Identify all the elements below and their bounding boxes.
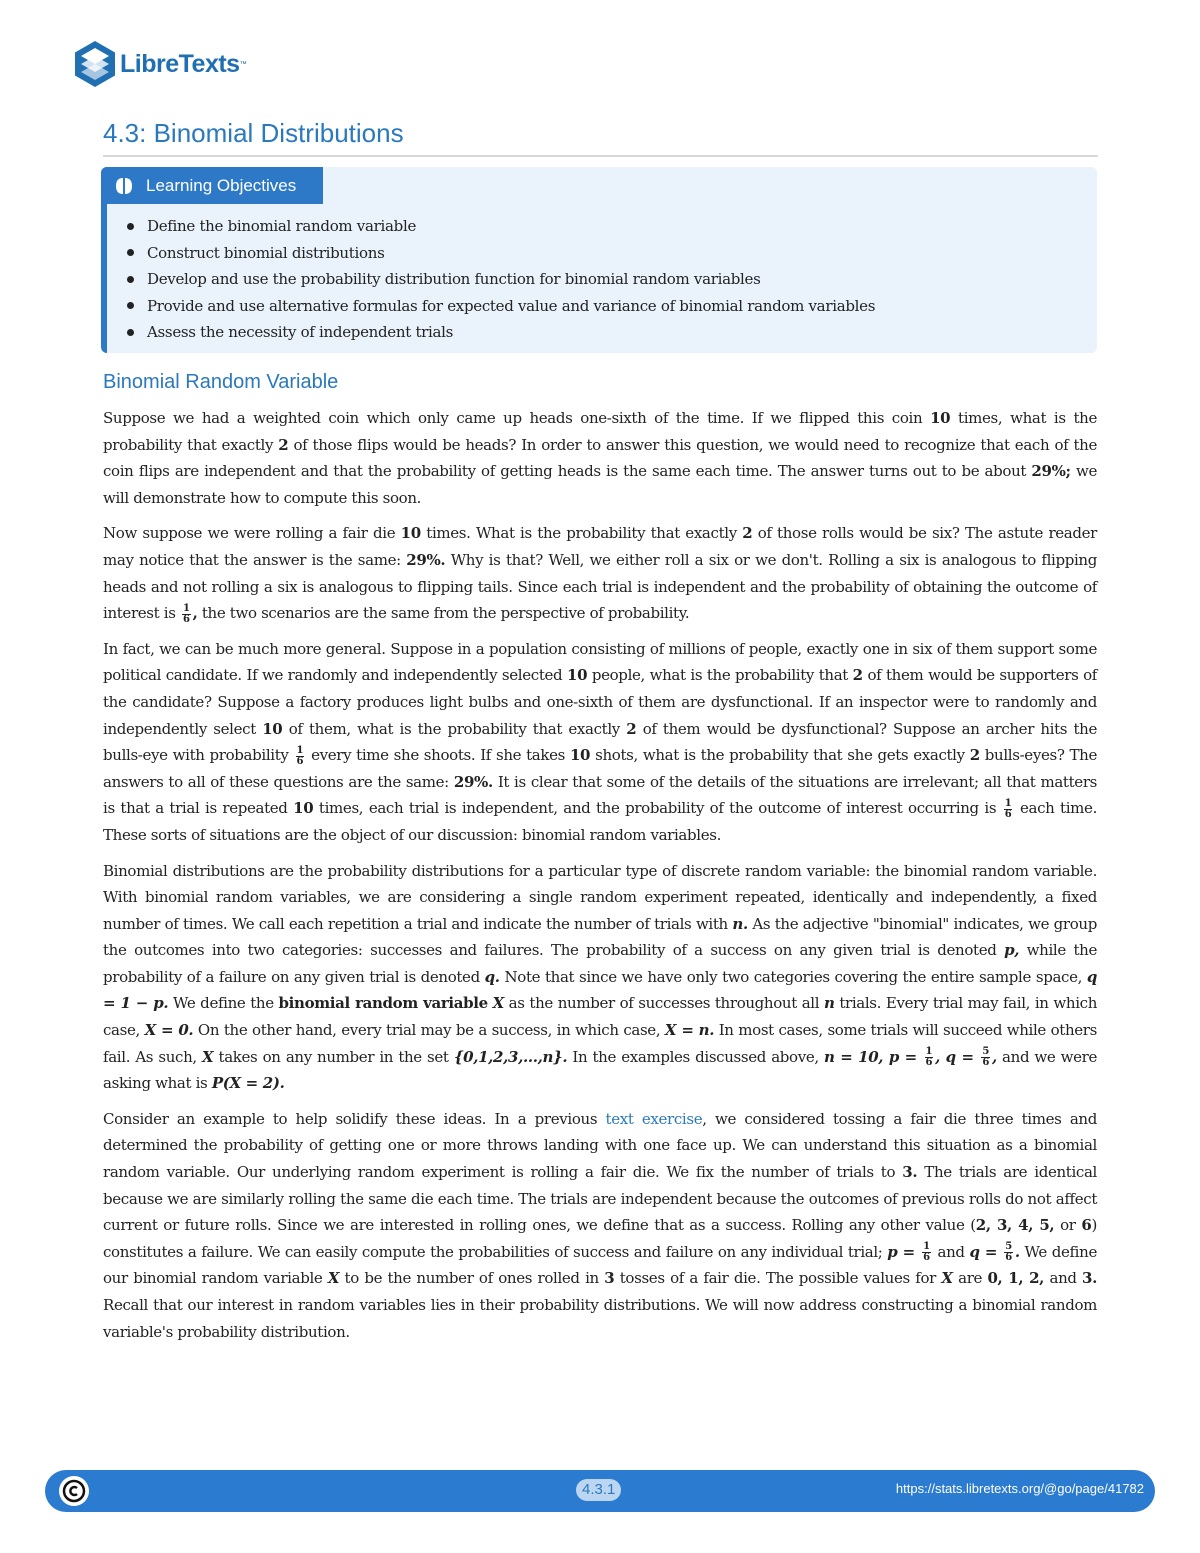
bullet-icon: [127, 276, 134, 283]
objectives-list: [127, 213, 875, 346]
objective-item: Assess the necessity of independent trials: [127, 319, 875, 346]
learning-objectives-header: [101, 167, 323, 204]
paragraph-2: Now suppose we were rolling a fair die 10 times. What is the probability that exactly 2 of those rolls would be six? The astute reader may notice that the answer is the same: 29%. Why is that? Well, we either roll a six or we don't. Rolling a six is analogous to flipping heads and not rolling a six is analogous to flipping tails. Since each trial is independent and the probability of obtaining the outcome of interest is $\frac{1}{6}$ , the two scenarios are the same from the perspective of probability.: [103, 524, 1097, 625]
page-title: 4.3: Binomial Distributions: [103, 118, 1098, 157]
cc-icon: [62, 1479, 86, 1503]
libretexts-logo-icon: [74, 40, 116, 88]
page-footer: [45, 1470, 1155, 1512]
bullet-icon: [127, 249, 134, 256]
learning-objectives-title: Learning Objectives: [146, 175, 297, 195]
fraction: $\frac{1}{6}$: [923, 1241, 930, 1264]
paragraph-3: In fact, we can be much more general. Suppose in a population consisting of millions of people, exactly one in six of them support some political candidate. If we randomly and independently selected 10 people, what is the probability that 2 of them would be supporters of the candidate? Suppose a factory produces light bulbs and one-sixth of them are dysfunctional. If an inspector were to randomly and independently select 10 of them, what is the probability that exactly 2 of them would be dysfunctional? Suppose an archer hits the bulls-eye with probability $\frac{1}{6}$ every time she shoots. If she takes 10 shots, what is the probability that she gets exactly 2 bulls-eyes? The answers to all of these questions are the same: 29%. It is clear that some of the details of the situations are irrelevant; all that matters is that a trial is repeated 10 times, each trial is independent, and the probability of the outcome of interest occurring is $\frac{1}{6}$ each time. These sorts of situations are the object of our discussion: binomial random variables.: [103, 639, 1097, 844]
section-heading: Binomial Random Variable: [103, 371, 339, 393]
bullet-icon: [127, 302, 134, 309]
bullet-icon: [127, 329, 134, 336]
creative-commons-icon[interactable]: [59, 1476, 89, 1506]
paragraph-5: Consider an example to help solidify these ideas. In a previous text exercise, we considered tossing a fair die three times and determined the probability of getting one or more throws landing with one face up. We can understand this situation as a binomial random variable. Our underlying random experiment is rolling a fair die. We fix the number of trials to 3. The trials are identical because we are similarly rolling the same die each time. The trials are independent because the outcomes of previous rolls do not affect current or future rolls. Since we are interested in rolling ones, we define that as a success. Rolling any other value (2, 3, 4, 5, or 6) constitutes a failure. We can easily compute the probabilities of success and failure on any individual trial; p = $\frac{1}{6}$ and q = $\frac{5}{6}$ . We define our binomial random variable X to be the number of ones rolled in 3 tosses of a fair die. The possible values for X are 0, 1, 2, and 3. Recall that our interest in random variables lies in their probability distributions. We will now address constructing a binomial random variable's probability distribution.: [103, 1109, 1098, 1341]
paragraph-4: Binomial distributions are the probability distributions for a particular type of discrete random variable: the binomial random variable. With binomial random variables, we are considering a single random experiment repeated, identically and independently, a fixed number of times. We call each repetition a trial and indicate the number of trials with n. As the adjective "binomial" indicates, we group the outcomes into two categories: successes and failures. The probability of a success on any given trial is denoted p, while the probability of a failure on any given trial is denoted q. Note that since we have only two categories covering the entire sample space, q = 1 − p. We define the binomial random variable X as the number of successes throughout all n trials. Every trial may fail, in which case, X = 0. On the other hand, every trial may be a success, in which case, X = n. In most cases, some trials will succeed while others fail. As such, X takes on any number in the set {0,1,2,3,…,n}. In the examples discussed above, n = 10, p = $\frac{1}{6}$ , q = $\frac{5}{6}$ , and we were asking what is P(X = 2).: [103, 861, 1098, 1093]
objective-item: Construct binomial distributions: [127, 240, 875, 267]
learning-objectives-box: [101, 167, 1097, 353]
objective-item: Define the binomial random variable: [127, 213, 875, 240]
body-content: [103, 405, 1097, 1354]
fraction: $\frac{1}{6}$: [925, 1046, 933, 1069]
brain-icon: [114, 176, 134, 196]
fraction: $\frac{5}{6}$: [982, 1046, 989, 1069]
logo-text: LibreTexts: [120, 49, 240, 78]
page-number: 4.3.1: [576, 1479, 621, 1501]
objective-item: Develop and use the probability distribution function for binomial random variables: [127, 266, 875, 293]
bullet-icon: [127, 223, 134, 230]
fraction: $\frac{1}{6}$: [296, 744, 304, 767]
fraction: $\frac{5}{6}$: [1005, 1241, 1012, 1264]
paragraph-1: Suppose we had a weighted coin which only came up heads one-sixth of the time. If we flipped this coin 10 times, what is the probability that exactly 2 of those flips would be heads? In order to answer this question, we would need to recognize that each of the coin flips are independent and that the probability of getting heads is the same each time. The answer turns out to be about 29%; we will demonstrate how to compute this soon.: [103, 409, 1097, 507]
fraction: $\frac{1}{6}$: [182, 602, 190, 625]
text-exercise-link[interactable]: text exercise: [605, 1109, 703, 1128]
objective-item: Provide and use alternative formulas for expected value and variance of binomial random variables: [127, 293, 875, 320]
libretexts-logo[interactable]: [74, 40, 247, 88]
logo-trademark: ™: [239, 60, 247, 68]
page-url[interactable]: https://stats.libretexts.org/@go/page/41782: [895, 1481, 1144, 1496]
fraction: $\frac{1}{6}$: [1004, 797, 1012, 820]
